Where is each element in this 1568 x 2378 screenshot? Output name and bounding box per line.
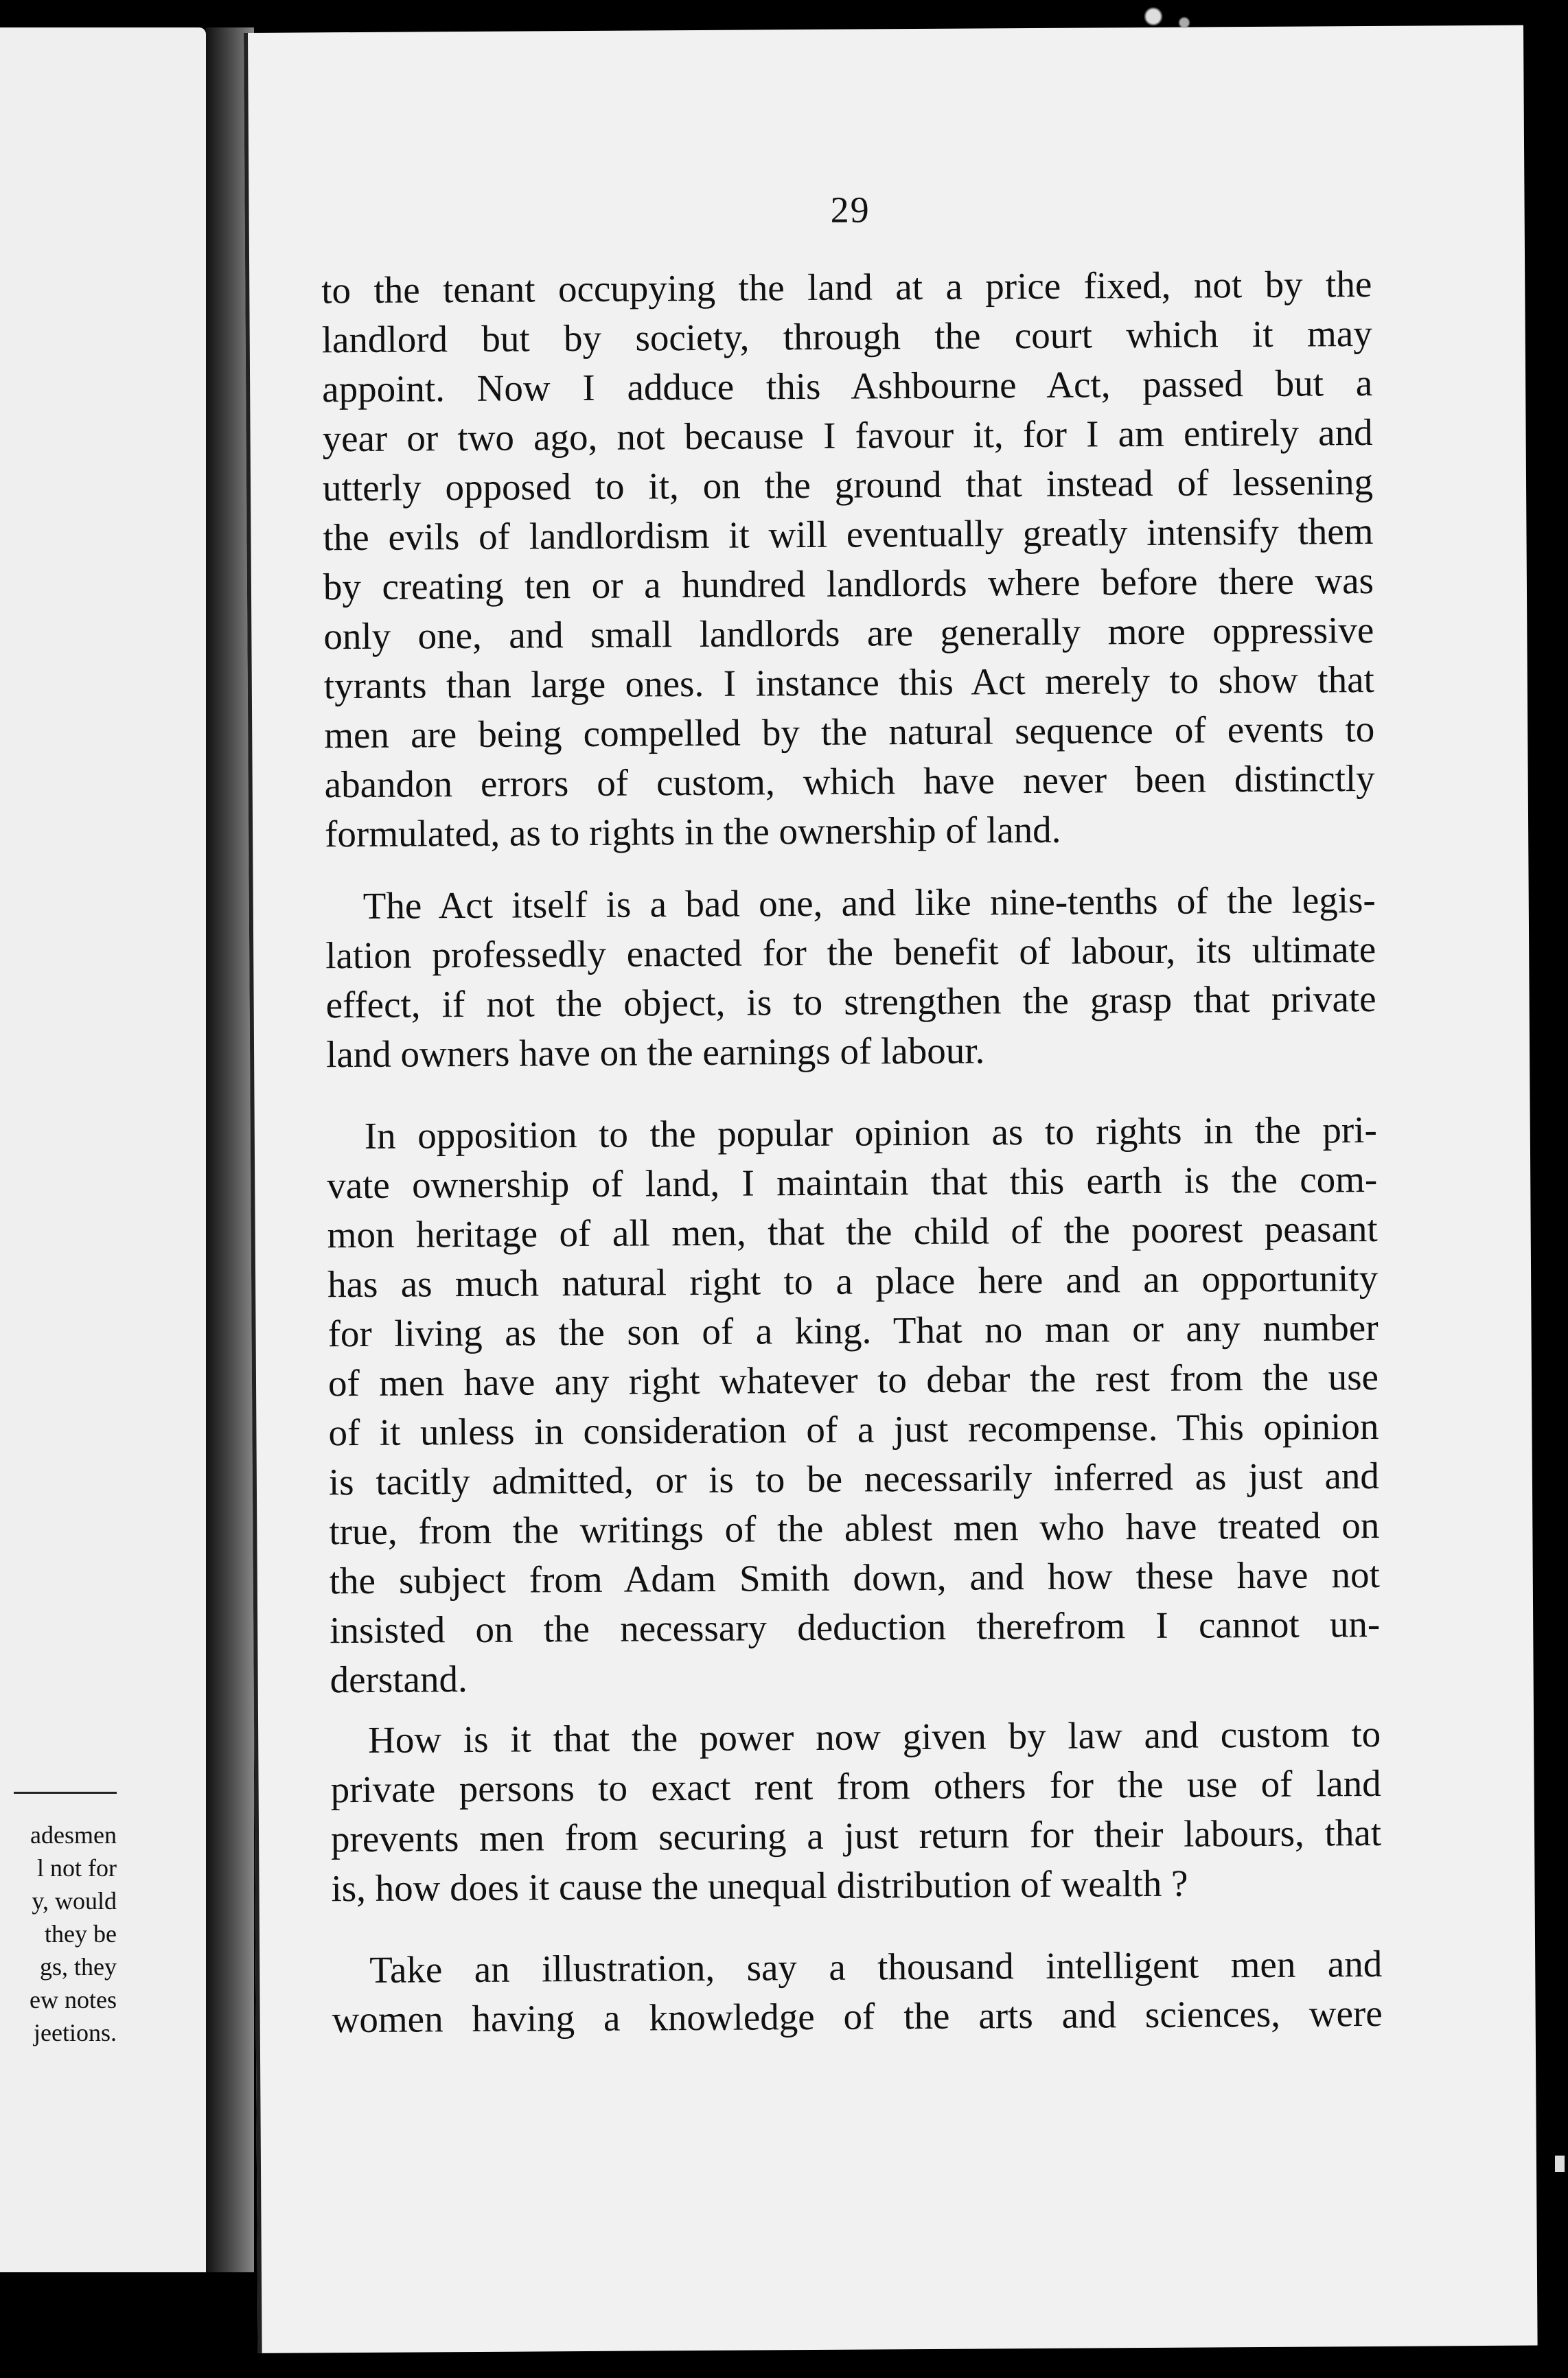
text-line: year or two ago, not because I favour it, for I am entirely and (322, 411, 1373, 460)
text-line: landlord but by society, through the court which it may (321, 312, 1372, 361)
text-line: vate ownership of land, I maintain that this earth is the com- (327, 1157, 1378, 1207)
left-footnote-line: y, would (32, 1887, 117, 1915)
left-footnote-line: gs, they (40, 1953, 117, 1981)
text-line: abandon errors of custom, which have never been distinctly (324, 757, 1375, 806)
text-line: Take an illustration, say a thousand intelligent men and (369, 1942, 1383, 1991)
left-page-fragment (0, 27, 206, 2272)
text-line: mon heritage of all men, that the child of the poorest peasant (327, 1207, 1378, 1256)
text-line: the subject from Adam Smith down, and how these have not (329, 1553, 1380, 1602)
left-footnote-line: they be (45, 1920, 117, 1948)
text-line: is, how does it cause the unequal distribution of wealth ? (331, 1862, 1188, 1910)
scan-artifact (1555, 2156, 1565, 2172)
text-line: of men have any right whatever to debar the rest from the use (327, 1355, 1379, 1405)
text-line: only one, and small landlords are generally more oppressive (323, 608, 1374, 658)
text-line: for living as the son of a king. That no man or any number (327, 1306, 1379, 1355)
text-line: utterly opposed to it, on the ground that instead of lessening (322, 460, 1374, 509)
text-line: The Act itself is a bad one, and like nine-tenths of the legis- (362, 878, 1376, 927)
text-line: effect, if not the object, is to strengthen the grasp that private (325, 977, 1376, 1026)
text-line: formulated, as to rights in the ownership of land. (324, 808, 1061, 855)
text-line: by creating ten or a hundred landlords where before there was (323, 559, 1374, 608)
left-footnote-line: jeetions. (34, 2019, 117, 2046)
text-line: appoint. Now I adduce this Ashbourne Act, passed but a (321, 361, 1373, 411)
text-line: How is it that the power now given by law and custom to (368, 1712, 1381, 1761)
text-line: women having a knowledge of the arts and sciences, were (332, 1992, 1383, 2041)
text-line: land owners have on the earnings of labour. (325, 1029, 985, 1076)
text-line: prevents men from securing a just return for their labours, that (330, 1811, 1382, 1860)
left-footnote-line: ew notes (30, 1986, 117, 2013)
left-footnote-line: adesmen (30, 1821, 117, 1849)
page-29 (244, 25, 1538, 2353)
text-line: insisted on the necessary deduction therefrom I cannot un- (330, 1602, 1381, 1652)
text-line: lation professedly enacted for the benefit of labour, its ultimate (325, 927, 1376, 977)
text-line: to the tenant occupying the land at a price fixed, not by the (321, 262, 1372, 312)
text-line: has as much natural right to a place here and an opportunity (327, 1256, 1379, 1306)
left-footnote-line: l not for (37, 1854, 117, 1882)
text-line: private persons to exact rent from others for the use of land (330, 1762, 1381, 1811)
scan-artifact (1112, 0, 1215, 41)
page-number: 29 (830, 189, 871, 231)
text-line: In opposition to the popular opinion as to rights in the pri- (364, 1108, 1377, 1157)
text-line: true, from the writings of the ablest men who have treated on (329, 1503, 1380, 1553)
footnote-rule (14, 1792, 117, 1794)
text-line: of it unless in consideration of a just recompense. This opinion (328, 1405, 1379, 1454)
text-line: men are being compelled by the natural sequence of events to (324, 707, 1375, 757)
text-line: tyrants than large ones. I instance this Act merely to show that (323, 658, 1374, 707)
text-line: the evils of landlordism it will eventually greatly intensify them (323, 509, 1374, 559)
text-line: is tacitly admitted, or is to be necessarily inferred as just and (328, 1454, 1380, 1503)
text-line: derstand. (330, 1658, 468, 1701)
